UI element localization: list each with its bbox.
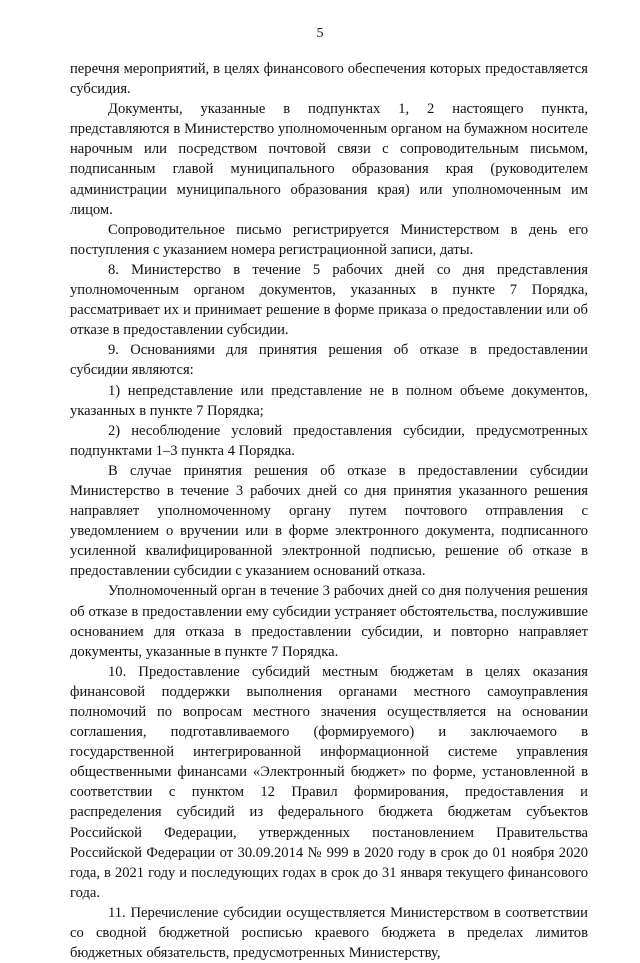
paragraph-1: перечня мероприятий, в целях финансового обеспечения которых предоставляется субсидия. bbox=[70, 61, 588, 98]
paragraph-9: Уполномоченный орган в течение 3 рабочих дней со дня получения решения об отказе в предоставлении ему субсидии устраняет обстоятельства, послужившие основанием для отказа в предоставлении субсидии, и повторно направляет документы, указанные в пункте 7 Порядка. bbox=[70, 583, 588, 660]
paragraph-4: 8. Министерство в течение 5 рабочих дней со дня представления уполномоченным органом документов, указанных в пункте 7 Порядка, рассматривает их и принимает решение в форме приказа о предоставлении или об отказе в предоставлении субсидии. bbox=[70, 261, 588, 339]
paragraph-11: 11. Перечисление субсидии осуществляется Министерством в соответствии со сводной бюджетной росписью краевого бюджета в пределах лимитов бюджетных обязательств, предусмотренных Министерству, bbox=[70, 904, 588, 962]
page-number: 5 bbox=[316, 26, 324, 41]
paragraph-7: 2) несоблюдение условий предоставления субсидии, предусмотренных подпунктами 1–3 пункта 4 Порядка. bbox=[70, 422, 588, 459]
paragraph-5: 9. Основаниями для принятия решения об отказе в предоставлении субсидии являются: bbox=[70, 342, 588, 379]
paragraph-8: В случае принятия решения об отказе в предоставлении субсидии Министерство в течение 3 рабочих дней со дня принятия указанного решения направляет уполномоченному органу путем почтового отправления с уведомлением о вручении или в форме электронного документа, подписанного усиленной квалифицированной электронной подписью, решение об отказе в предоставлении субсидии с указанием оснований отказа. bbox=[70, 462, 588, 580]
paragraph-3: Сопроводительное письмо регистрируется Министерством в день его поступления с указанием номера регистрационной записи, даты. bbox=[70, 221, 588, 258]
document-body bbox=[70, 59, 588, 963]
paragraph-10: 10. Предоставление субсидий местным бюджетам в целях оказания финансовой поддержки выполнения органами местного самоуправления полномочий по вопросам местного значения осуществляется на основании соглашения, подготавливаемого (формируемого) и заключаемого в государственной интегрированной информационной системе управления общественными финансами «Электронный бюджет» по форме, установленной в соответствии с пунктом 12 Правил формирования, предоставления и распределения субсидий из федерального бюджета бюджетам субъектов Российской Федерации, утвержденных постановлением Правительства Российской Федерации от 30.09.2014 № 999 в 2020 году в срок до 01 ноября 2020 года, в 2021 году и последующих годах в срок до 31 января текущего финансового года. bbox=[70, 663, 588, 901]
paragraph-6: 1) непредставление или представление не в полном объеме документов, указанных в пункте 7 Порядка; bbox=[70, 382, 588, 419]
paragraph-2: Документы, указанные в подпунктах 1, 2 настоящего пункта, представляются в Министерство уполномоченным органом на бумажном носителе нарочным или посредством почтовой связи с сопроводительным письмом, подписанным главой муниципального образования края (руководителем администрации муниципального образования края) или уполномоченным им лицом. bbox=[70, 101, 588, 218]
